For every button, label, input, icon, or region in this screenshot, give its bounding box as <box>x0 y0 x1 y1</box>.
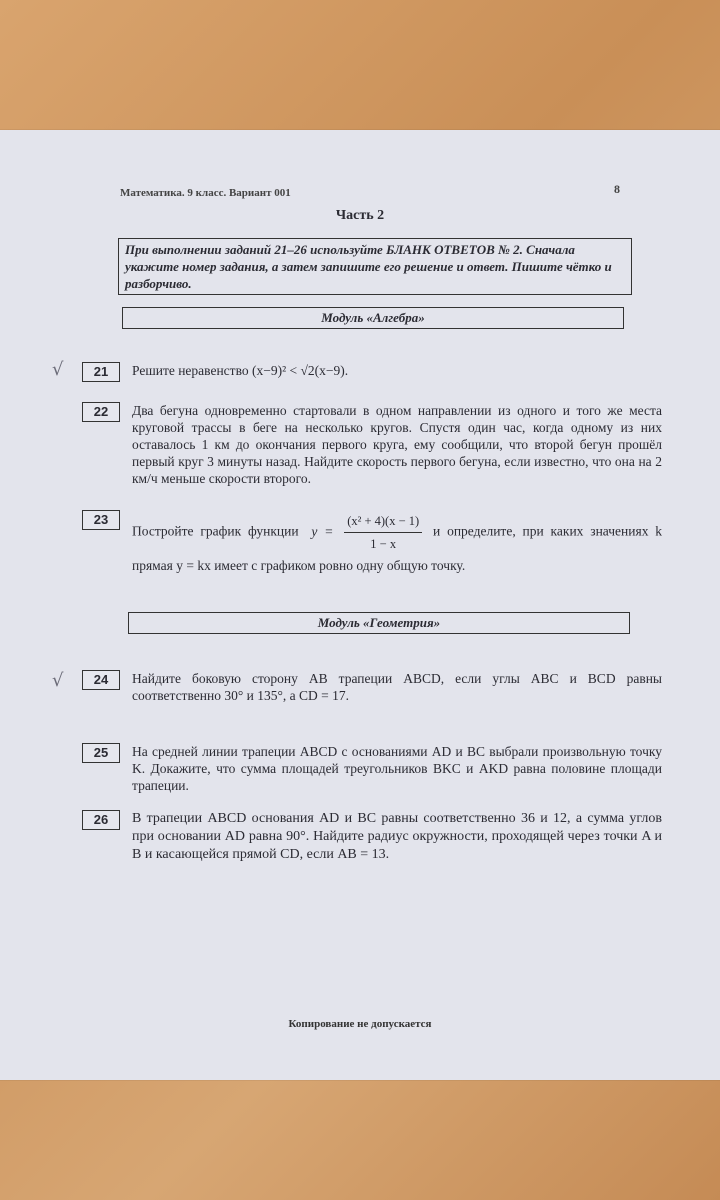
exam-page <box>0 130 720 1080</box>
task-number: 22 <box>82 402 120 422</box>
formula-fraction <box>344 510 422 555</box>
task-number: 25 <box>82 743 120 763</box>
task-number: 21 <box>82 362 120 382</box>
check-mark: √ <box>52 670 64 691</box>
task-text: На средней линии трапеции ABCD с основаниями AD и BC выбрали произвольную точку K. Докажите, что сумма площадей треугольников BKC и AKD равна половине площади трапеции. <box>132 744 662 793</box>
task-number: 23 <box>82 510 120 530</box>
module-geometry-title: Модуль «Геометрия» <box>128 612 630 634</box>
task-text-before: Постройте график функции <box>132 523 299 539</box>
task-text: В трапеции ABCD основания AD и BC равны соответственно 36 и 12, а сумма углов при основании AD равна 90°. Найдите радиус окружности, проходящей через точки A и B и касающейся прямой CD, если AB = 13. <box>132 811 662 862</box>
task-text: Найдите боковую сторону AB трапеции ABCD, если углы ABC и BCD равны соответственно 30° и 135°, а CD = 17. <box>132 671 662 703</box>
module-algebra-title: Модуль «Алгебра» <box>122 307 624 329</box>
task-number: 26 <box>82 810 120 830</box>
task-text: Решите неравенство (x−9)² < √2(x−9). <box>132 363 349 378</box>
formula-lhs: y = <box>311 523 334 539</box>
formula-numerator: (x² + 4)(x − 1) <box>344 510 422 533</box>
page-number: 8 <box>614 182 620 196</box>
task-text <box>132 510 662 577</box>
check-mark: √ <box>52 359 64 380</box>
task-text-after: и определите, при каких значениях k прямая y = kx имеет с графиком ровно одну общую точку. <box>132 523 663 573</box>
footer-note: Копирование не допускается <box>288 1018 432 1030</box>
task-text: Два бегуна одновременно стартовали в одном направлении из одного и того же места круговой трассы в беге на несколько кругов. Спустя один час, когда одному из них оставалось 1 км до окончания первого круга, ему сообщили, что второй бегун прошёл первый круг 3 минуты назад. Найдите скорость первого бегуна, если известно, что она на 2 км/ч меньше скорости второго. <box>132 403 662 486</box>
formula-denominator: 1 − x <box>370 537 397 551</box>
part-title: Часть 2 <box>335 208 385 223</box>
instruction-box: При выполнении заданий 21–26 используйте БЛАНК ОТВЕТОВ № 2. Сначала укажите номер задания, а затем запишите его решение и ответ. Пишите чётко и разборчиво. <box>118 238 632 295</box>
exam-header: Математика. 9 класс. Вариант 001 <box>120 187 291 199</box>
task-number: 24 <box>82 670 120 690</box>
